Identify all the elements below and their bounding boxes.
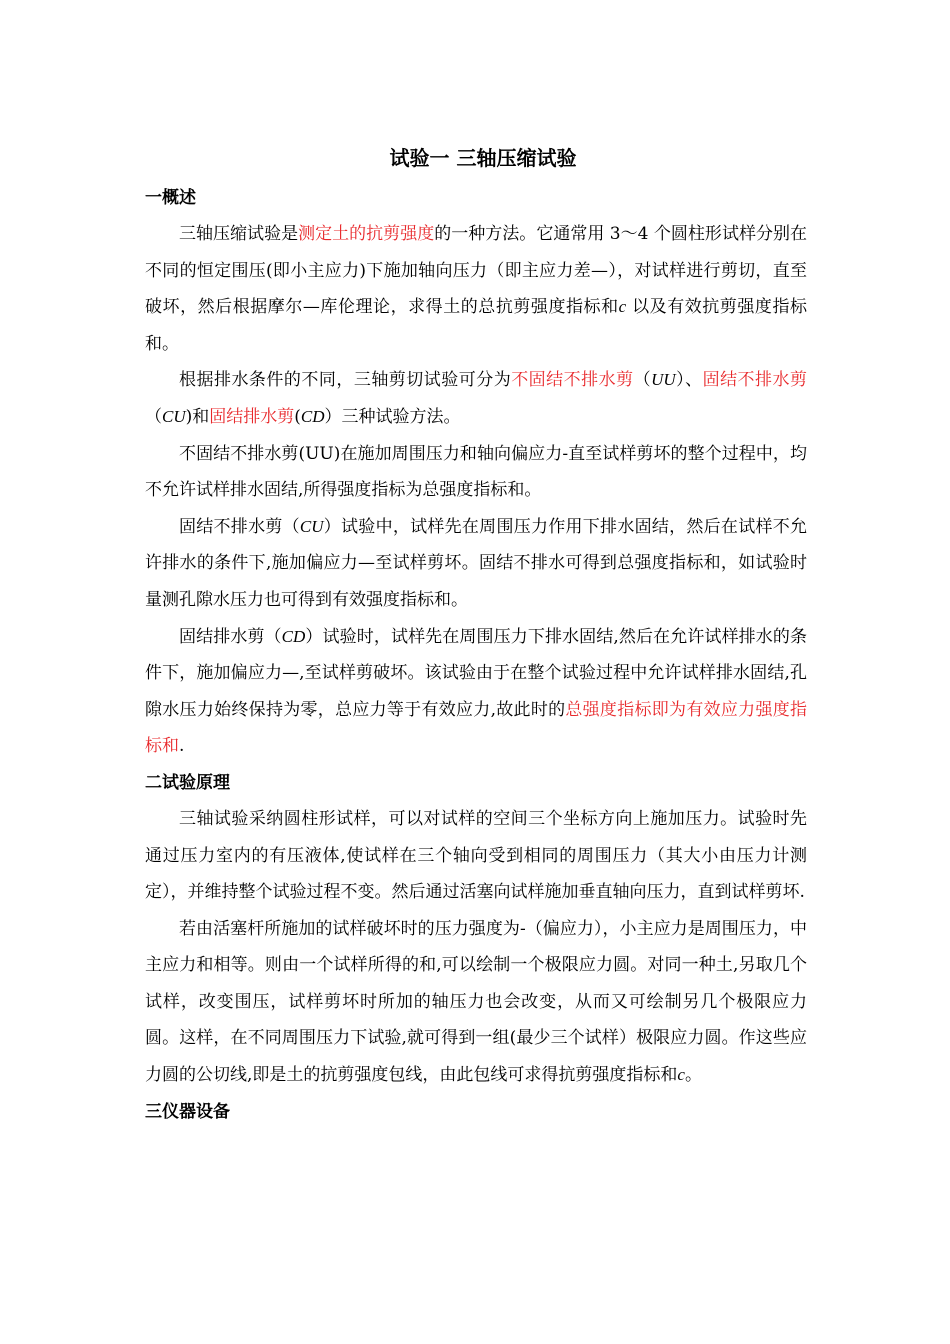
paragraph-overview-1	[145, 216, 807, 362]
paragraph-overview-5	[145, 619, 807, 765]
highlight-text: 总强度指标即为有效应力强度指标和	[145, 699, 807, 757]
paragraph-overview-4	[145, 509, 807, 619]
highlight-text: 固结排水剪	[209, 406, 295, 427]
text-run: 固结排水剪（	[179, 626, 282, 647]
text-run: )和	[185, 406, 210, 427]
text-run: ）试验中，试样先在周围压力作用下排水固结，然后在试样不允许排水的条件下,施加偏应力—至试样剪坏。固结不排水可得到总强度指标和，如试验时量测孔隙水压力也可得到有效强度指标和。	[145, 516, 807, 610]
document-title: 试验一 三轴压缩试验	[389, 146, 577, 170]
paragraph-principle-2	[145, 911, 807, 1094]
abbr-cu: CU	[299, 516, 324, 536]
abbr-cd: CD	[281, 626, 306, 646]
paragraph-overview-2	[145, 362, 807, 435]
text-run: ）、	[675, 370, 703, 391]
symbol-c: c	[677, 1065, 685, 1085]
abbr-uu: UU	[651, 370, 676, 390]
highlight-text: 测定土的抗剪强度	[298, 224, 435, 244]
text-run: （	[145, 406, 162, 427]
text-run: 的一种方法。它通常用 3～4 个圆柱形试样分别在不同的恒定围压(即小主应力)下施加轴向压力（即主应力差—），对试样进行剪切，直至破坏，然后根据摩尔—库伦理论，求得土的总抗剪强度指标和	[145, 224, 807, 318]
section-heading-overview: 一概述	[145, 188, 196, 208]
text-run: 三轴压缩试验是	[179, 224, 299, 244]
abbr-cd: CD	[300, 406, 325, 426]
text-run: 根据排水条件的不同，三轴剪切试验可分为	[179, 370, 512, 391]
text-run: 固结不排水剪（	[179, 516, 300, 537]
text-run: 若由活塞杆所施加的试样破坏时的压力强度为-（偏应力），小主应力是周围压力，中主应力和相等。则由一个试样所得的和,可以绘制一个极限应力圆。对同一种土,另取几个试样，改变围压，试样剪坏时所加的轴压力也会改变，从而又可绘制另几个极限应力圆。这样，在不同周围压力下试验,就可得到一组(最少三个试样）极限应力圆。作这些应力圆的公切线,即是土的抗剪强度包线，由此包线可求得抗剪强度指标和	[145, 918, 807, 1086]
text-run: .	[179, 736, 185, 757]
highlight-text: 固结不排水剪	[702, 370, 808, 391]
document-page	[145, 140, 807, 1130]
text-run: ）试验时，试样先在周围压力下排水固结,然后在允许试样排水的条件下，施加偏应力—,至试样剪破坏。该试验由于在整个试验过程中允许试样排水固结,孔隙水压力始终保持为零，总应力等于有效应力,故此时的	[145, 626, 808, 720]
highlight-text: 不固结不排水剪	[511, 370, 634, 391]
text-run: 以及有效抗剪强度指标和。	[145, 297, 808, 354]
text-run: 。	[684, 1065, 702, 1086]
text-run: (	[294, 406, 301, 427]
paragraph-overview-3: 不固结不排水剪(UU)在施加周围压力和轴向偏应力-直至试样剪坏的整个过程中，均不允许试样排水固结,所得强度指标为总强度指标和。	[145, 443, 807, 501]
section-heading-principle: 二试验原理	[145, 772, 230, 793]
text-run: ）三种试验方法。	[324, 406, 461, 427]
abbr-cu: CU	[162, 406, 186, 426]
section-heading-equipment: 三仪器设备	[145, 1101, 230, 1122]
symbol-c: c	[618, 297, 627, 317]
text-run: （	[633, 370, 652, 391]
paragraph-principle-1: 三轴试验采纳圆柱形试样，可以对试样的空间三个坐标方向上施加压力。试验时先通过压力室内的有压液体,使试样在三个轴向受到相同的周围压力（其大小由压力计测定），并维持整个试验过程不变。然后通过活塞向试样施加垂直轴向压力，直到试样剪坏.	[145, 808, 807, 903]
